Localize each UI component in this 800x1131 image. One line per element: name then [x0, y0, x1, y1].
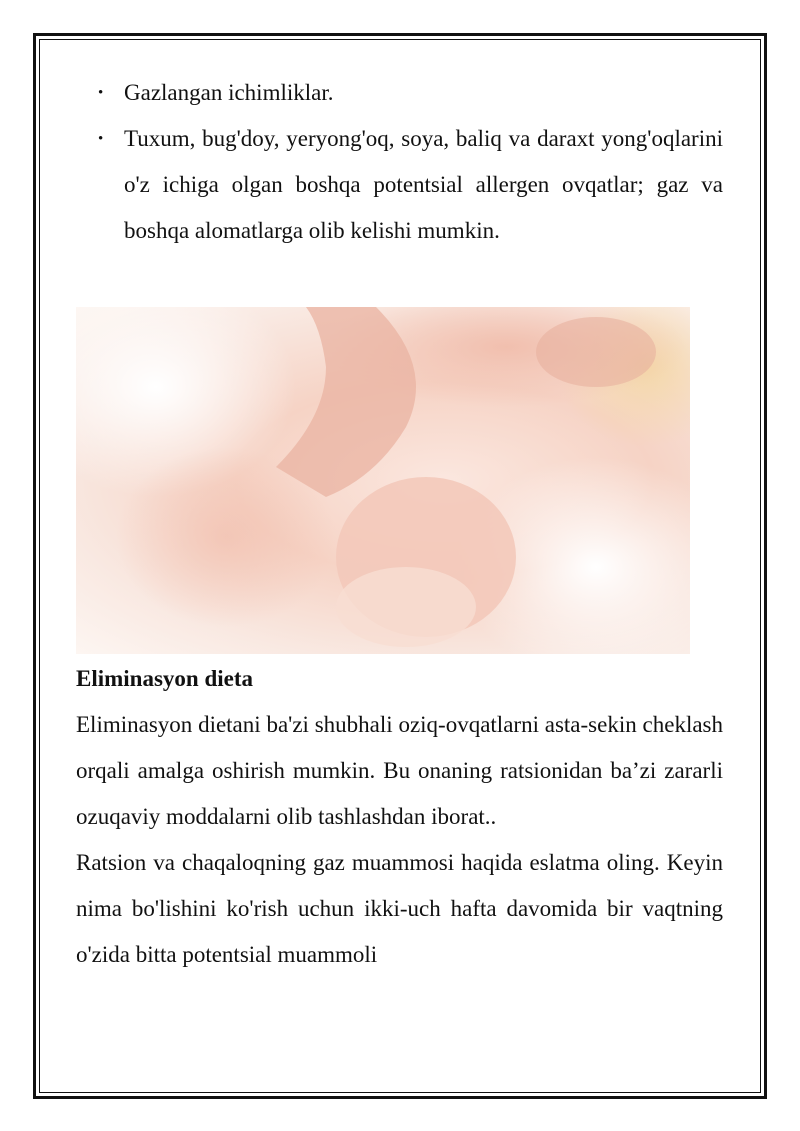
- section-heading: Eliminasyon dieta: [76, 666, 254, 691]
- bullet-list: [76, 70, 723, 254]
- bullet-icon: •: [98, 85, 104, 101]
- list-item: [76, 70, 723, 116]
- bullet-icon: •: [98, 131, 104, 147]
- list-item: [76, 116, 723, 254]
- paragraph: Ratsion va chaqaloqning gaz muammosi haqida eslatma oling. Keyin nima bo'lishini ko'rish uchun ikki-uch hafta davomida bir vaqtning o'zida bitta potentsial muammoli: [76, 850, 723, 967]
- main-content: [76, 656, 723, 978]
- paragraph: Eliminasyon dietani ba'zi shubhali oziq-ovqatlarni asta-sekin cheklash orqali amalga oshirish mumkin. Bu onaning ratsionidan ba’zi zararli ozuqaviy moddalarni olib tashlashdan iborat..: [76, 712, 723, 829]
- list-item-text: Tuxum, bug'doy, yeryong'oq, soya, baliq va daraxt yong'oqlarini o'z ichiga olgan boshqa potentsial allergen ovqatlar; gaz va boshqa alomatlarga olib kelishi mumkin.: [124, 126, 723, 243]
- baby-hand-photo: [76, 307, 690, 654]
- list-item-text: Gazlangan ichimliklar.: [124, 80, 334, 105]
